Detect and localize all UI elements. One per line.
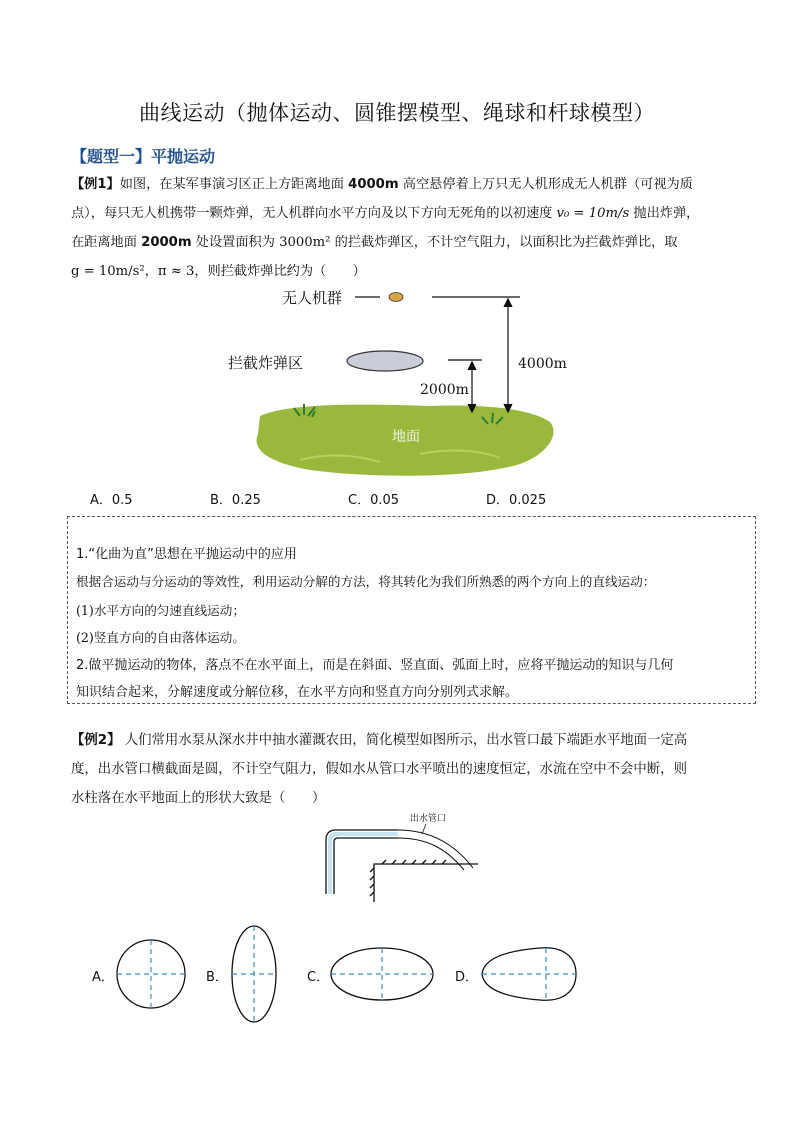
height-4000-arrow <box>504 299 512 412</box>
ex1-line3b: 处设置面积为 3000m² 的拦截炸弹区，不计空气阻力，以面积比为拦截炸弹比，取 <box>195 235 678 250</box>
drone-group-icon <box>389 293 403 302</box>
shape-c-wide-ellipse[interactable] <box>331 948 433 1000</box>
ex1-line-3 <box>71 228 723 257</box>
ex1-line1b: 高空悬停着上万只无人机形成无人机群（可视为质 <box>402 177 693 192</box>
section-heading: 【题型一】平抛运动 <box>71 147 216 166</box>
height-4000-label: 4000m <box>518 356 567 372</box>
ground-label: 地面 <box>392 429 420 445</box>
page-title: 曲线运动（抛体运动、圆锥摆模型、绳球和杆球模型） <box>139 101 655 125</box>
height-2000-label: 2000m <box>420 382 469 398</box>
pipe-figure <box>318 808 488 904</box>
shape-d-egg[interactable] <box>482 948 576 1001</box>
tip-line-1: 1.“化曲为直”思想在平抛运动中的应用 <box>76 547 297 562</box>
tip-line-6: 知识结合起来，分解速度或分解位移，在水平方向和竖直方向分别列式求解。 <box>76 685 519 700</box>
ex2-tag: 【例2】 <box>71 733 121 748</box>
ex2-line-3: 水柱落在水平地面上的形状大致是（ ） <box>71 791 326 806</box>
ex2-option-c[interactable]: C． <box>307 970 330 985</box>
drone-label: 无人机群 <box>282 289 343 307</box>
ex1-v0: v₀ = 10m/s <box>556 206 630 221</box>
pipe-shape <box>326 830 398 894</box>
tip-line-5: 2.做平抛运动的物体，落点不在水平面上，而是在斜面、竖直面、弧面上时，应将平抛运动的知识与几何 <box>76 658 674 673</box>
tip-line-4: (2)竖直方向的自由落体运动。 <box>76 630 245 645</box>
shape-a-circle[interactable] <box>117 940 185 1008</box>
shape-b-tall-ellipse[interactable] <box>232 926 276 1022</box>
ex2-line-2: 度，出水管口横截面是圆，不计空气阻力，假如水从管口水平喷出的速度恒定，水流在空中不会中断，则 <box>71 762 687 777</box>
ex1-height-2000: 2000m <box>141 235 192 250</box>
ground-ledge <box>370 860 478 902</box>
ex2-line-1 <box>71 726 723 755</box>
ex1-line3a: 在距离地面 <box>71 235 137 250</box>
ex2-option-b[interactable]: B． <box>206 970 228 985</box>
ex1-line1a: 如图，在某军事演习区正上方距离地面 <box>119 177 344 192</box>
ex2-option-a[interactable]: A． <box>92 970 114 985</box>
ex1-option-b[interactable]: B．0.25 <box>210 493 261 508</box>
ex1-line2b: 抛出炸弹， <box>633 206 700 221</box>
example-2-text <box>71 726 723 813</box>
ex1-option-a[interactable]: A．0.5 <box>90 493 133 508</box>
zone-label: 拦截炸弹区 <box>228 354 304 372</box>
ex1-option-c[interactable]: C．0.05 <box>348 493 400 508</box>
ex2-line1: 人们常用水泵从深水井中抽水灌溉农田，简化模型如图所示，出水管口最下端距水平地面一定高 <box>124 733 688 748</box>
intercept-zone-shape <box>347 351 423 371</box>
ex1-tag: 【例1】 <box>71 177 120 192</box>
example-1-text <box>71 170 723 286</box>
ex1-height-4000: 4000m <box>348 177 399 192</box>
tips-box <box>67 516 756 704</box>
ex2-shapes <box>110 922 590 1028</box>
ex1-line-4: g = 10m/s²，π ≈ 3，则拦截炸弹比约为（ ） <box>71 264 366 279</box>
tip-line-3: (1)水平方向的匀速直线运动； <box>76 603 245 618</box>
ex1-line-1 <box>71 170 723 199</box>
height-2000-arrow <box>468 362 476 412</box>
pipe-outlet-label: 出水管口 <box>410 814 447 824</box>
ex1-option-d[interactable]: D．0.025 <box>486 493 547 508</box>
drone-figure <box>220 284 580 484</box>
ex2-option-d[interactable]: D． <box>455 970 479 985</box>
ex1-line2: 点），每只无人机携带一颗炸弹，无人机群向水平方向及以下方向无死角的以初速度 <box>71 206 553 221</box>
ex1-line-2 <box>71 199 723 228</box>
tip-line-2: 根据合运动与分运动的等效性，利用运动分解的方法，将其转化为我们所熟悉的两个方向上的直线运动： <box>76 574 656 589</box>
